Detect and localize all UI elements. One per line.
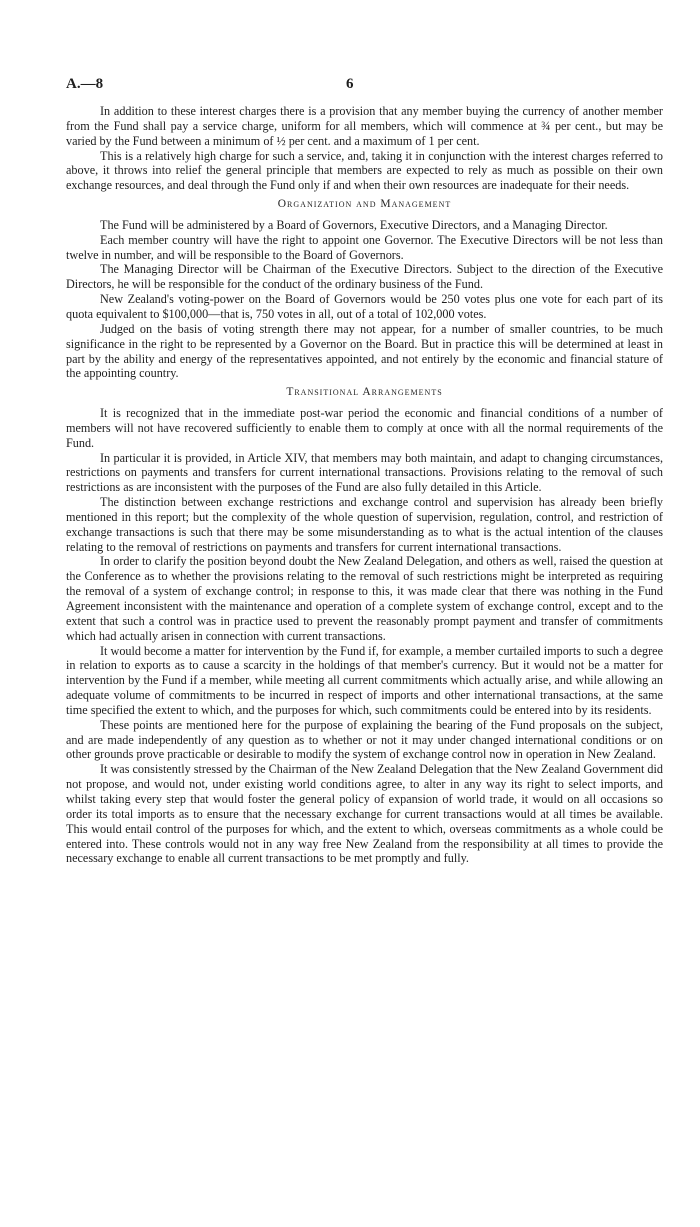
paragraph-points-mentioned: These points are mentioned here for the purpose of explaining the bearing of the Fund proposals on the subject, and are made independently of any question as to whether or not it may under changed international conditions or on other grounds prove practicable or desirable to modify the system of exchange control now in operation in New Zealand. (66, 717, 663, 762)
paragraph-charge-principle: This is a relatively high charge for such a service, and, taking it in conjunction with the interest charges referred to above, it throws into relief the general principle that members are expected to rely as much as possible on their own exchange resources, and deal through the Fund only if and when their own resources are inadequate for their needs. (66, 148, 663, 193)
paragraph-intervention: It would become a matter for intervention by the Fund if, for example, a member curtailed imports to such a degree in relation to exports as to cause a scarcity in the holdings of that member's currency. But it would not be a matter for intervention by the Fund if a member, while meeting all current commitments which actually arise, and while allowing an adequate volume of commitments to be incurred in respect of imports and other international transactions, at the same time specified the extent to which, and the purposes for which, such commitments could be entered into by its residents. (66, 643, 663, 717)
paragraph-governors: Each member country will have the right to appoint one Governor. The Executive Directors will be not less than twelve in number, and will be responsible to the Board of Governors. (66, 232, 663, 262)
paragraph-post-war: It is recognized that in the immediate post-war period the economic and financial conditions of a number of members will not have recovered sufficiently to enable them to comply at once with all the normal requirements of the Fund. (66, 406, 663, 450)
paragraph-service-charge: In addition to these interest charges there is a provision that any member buying the currency of another member from the Fund shall pay a service charge, uniform for all members, which will commence at ¾ per cent., but may be varied by the Fund between a minimum of ½ per cent. and a maximum of 1 per cent. (66, 104, 663, 148)
paragraph-voting-strength: Judged on the basis of voting strength there may not appear, for a number of smaller countries, to be much significance in the right to be represented by a Governor on the Board. But in practice this will be determined at least in part by the ability and energy of the representatives appointed, and not entirely by the economic and financial stature of the appointing country. (66, 321, 663, 381)
paragraph-distinction: The distinction between exchange restrictions and exchange control and supervision has already been briefly mentioned in this report; but the complexity of the whole question of supervision, regulation, control, and restriction of exchange transactions is such that there may be some misunderstanding as to what is the actual intention of the clauses relating to the removal of restrictions on payments and transfers for current international transactions. (66, 495, 663, 554)
page-header (66, 76, 666, 96)
paragraph-clarify-position: In order to clarify the position beyond doubt the New Zealand Delegation, and others as well, raised the question at the Conference as to whether the provisions relating to the removal of such restrictions might be interpreted as requiring the removal of a system of exchange control; in response to this, it was made clear that there was nothing in the Fund Agreement inconsistent with the maintenance and operation of a complete system of exchange control, except and to the extent that such a control was in practice used to prevent the reasonably prompt payment and transfer of commitments which had actually arisen in connection with current transactions. (66, 554, 663, 643)
document-body (66, 104, 663, 866)
paragraph-managing-director: The Managing Director will be Chairman of the Executive Directors. Subject to the direction of the Executive Directors, he will be responsible for the conduct of the ordinary business of the Fund. (66, 262, 663, 292)
section-heading-organization: Organization and Management (277, 198, 452, 211)
paragraph-voting-power: New Zealand's voting-power on the Board of Governors would be 250 votes plus one vote for each part of its quota equivalent to $100,000—that is, 750 votes in all, out of a total of 102,000 votes. (66, 292, 663, 321)
page-number: 6 (346, 76, 354, 92)
section-heading-transitional: Transitional Arrangements (286, 386, 443, 399)
paragraph-chairman-stressed: It was consistently stressed by the Chairman of the New Zealand Delegation that the New Zealand Government did not propose, and would not, under existing world conditions agree, to alter in any way its right to select imports, and whilst taking every step that would foster the general policy of expansion of world trade, it would on all occasions so order its total imports as to ensure that the necessary exchange for current transactions would at all times be available. This would entail control of the purposes for which, and the extent to which, overseas commitments as a whole could be entered into. These controls would not in any way free New Zealand from the responsibility at all times to provide the necessary exchange to enable all current transactions to be met promptly and fully. (66, 762, 663, 866)
paragraph-administration: The Fund will be administered by a Board of Governors, Executive Directors, and a Managing Director. (100, 217, 608, 232)
paragraph-article-xiv: In particular it is provided, in Article XIV, that members may both maintain, and adapt to changing circumstances, restrictions on payments and transfers for current international transactions. Provisions relating to the removal of such restrictions as are inconsistent with the purposes of the Fund are also fully detailed in this Article. (66, 450, 663, 495)
document-reference: A.—8 (66, 76, 104, 92)
